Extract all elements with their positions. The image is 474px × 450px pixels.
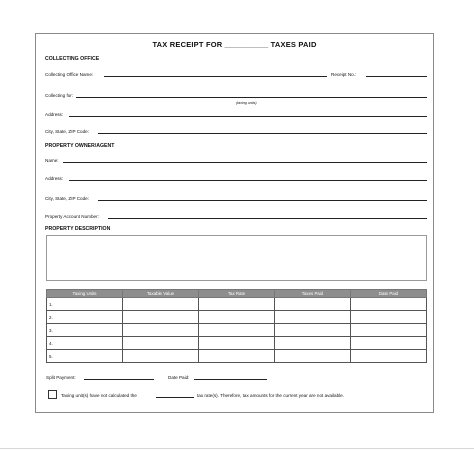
col-tax-rate: Tax Rate xyxy=(199,290,275,298)
owner-name-label: Name: xyxy=(45,158,59,163)
table-cell[interactable] xyxy=(351,337,427,350)
row-number[interactable]: 5. xyxy=(47,350,123,363)
table-cell[interactable] xyxy=(275,311,351,324)
table-cell[interactable] xyxy=(199,324,275,337)
table-cell[interactable] xyxy=(351,324,427,337)
table-row xyxy=(47,337,427,350)
row-number[interactable]: 2. xyxy=(47,311,123,324)
property-account-number-label: Property Account Number: xyxy=(45,214,99,219)
owner-address-label: Address: xyxy=(45,176,64,181)
taxing-units-hint: (taxing units) xyxy=(236,101,257,105)
table-cell[interactable] xyxy=(123,311,199,324)
table-row xyxy=(47,311,427,324)
property-description-heading: PROPERTY DESCRIPTION xyxy=(45,226,111,232)
notice-year-field[interactable] xyxy=(156,397,194,398)
col-taxes-paid: Taxes Paid xyxy=(275,290,351,298)
office-city-state-zip-field[interactable] xyxy=(98,133,427,134)
table-cell[interactable] xyxy=(199,337,275,350)
row-number[interactable]: 4. xyxy=(47,337,123,350)
table-cell[interactable] xyxy=(123,337,199,350)
table-row xyxy=(47,350,427,363)
table-header-row xyxy=(47,290,427,298)
table-cell[interactable] xyxy=(199,311,275,324)
date-paid-field[interactable] xyxy=(194,379,267,380)
table-cell[interactable] xyxy=(351,311,427,324)
form-title: TAX RECEIPT FOR __________ TAXES PAID xyxy=(152,40,317,49)
row-number[interactable]: 1. xyxy=(47,298,123,311)
row-number[interactable]: 3. xyxy=(47,324,123,337)
notice-text-end: tax rate(s). Therefore, tax amounts for the current year are not available. xyxy=(197,393,344,398)
table-cell[interactable] xyxy=(199,350,275,363)
owner-name-field[interactable] xyxy=(63,162,427,163)
table-cell[interactable] xyxy=(351,298,427,311)
collecting-office-heading: COLLECTING OFFICE xyxy=(45,56,100,62)
property-description-box[interactable] xyxy=(46,235,427,281)
notice-text-start: Taxing unit(s) have not calculated the xyxy=(61,393,137,398)
table-cell[interactable] xyxy=(275,350,351,363)
collecting-for-label: Collecting for: xyxy=(45,93,74,98)
table-cell[interactable] xyxy=(123,324,199,337)
property-owner-heading: PROPERTY OWNER/AGENT xyxy=(45,143,115,149)
page-bottom-divider xyxy=(0,448,474,449)
owner-city-state-zip-label: City, State, ZIP Code: xyxy=(45,196,89,201)
office-city-state-zip-label: City, State, ZIP Code: xyxy=(45,129,89,134)
office-address-field[interactable] xyxy=(69,116,427,117)
tax-receipt-form xyxy=(35,33,434,413)
table-cell[interactable] xyxy=(275,337,351,350)
split-payment-label: Split Payment: xyxy=(46,375,76,380)
office-address-label: Address: xyxy=(45,112,64,117)
table-cell[interactable] xyxy=(123,298,199,311)
collecting-office-name-field[interactable] xyxy=(104,76,327,77)
table-cell[interactable] xyxy=(275,324,351,337)
table-cell[interactable] xyxy=(199,298,275,311)
table-row xyxy=(47,298,427,311)
receipt-number-field[interactable] xyxy=(366,76,427,77)
date-paid-label: Date Paid: xyxy=(168,375,190,380)
collecting-office-name-label: Collecting Office Name: xyxy=(45,72,94,77)
table-cell[interactable] xyxy=(275,298,351,311)
table-row xyxy=(47,324,427,337)
taxing-units-table xyxy=(46,289,427,363)
property-account-number-field[interactable] xyxy=(108,218,427,219)
receipt-number-label: Receipt No.: xyxy=(331,72,357,77)
tax-rate-not-calculated-checkbox[interactable] xyxy=(48,390,57,399)
owner-address-field[interactable] xyxy=(69,180,427,181)
owner-city-state-zip-field[interactable] xyxy=(98,200,427,201)
col-taxing-units: Taxing Units xyxy=(47,290,123,298)
col-date-paid: Date Paid xyxy=(351,290,427,298)
table-cell[interactable] xyxy=(123,350,199,363)
col-taxable-value: Taxable Value xyxy=(123,290,199,298)
collecting-for-field[interactable] xyxy=(76,97,427,98)
split-payment-field[interactable] xyxy=(84,379,154,380)
table-cell[interactable] xyxy=(351,350,427,363)
